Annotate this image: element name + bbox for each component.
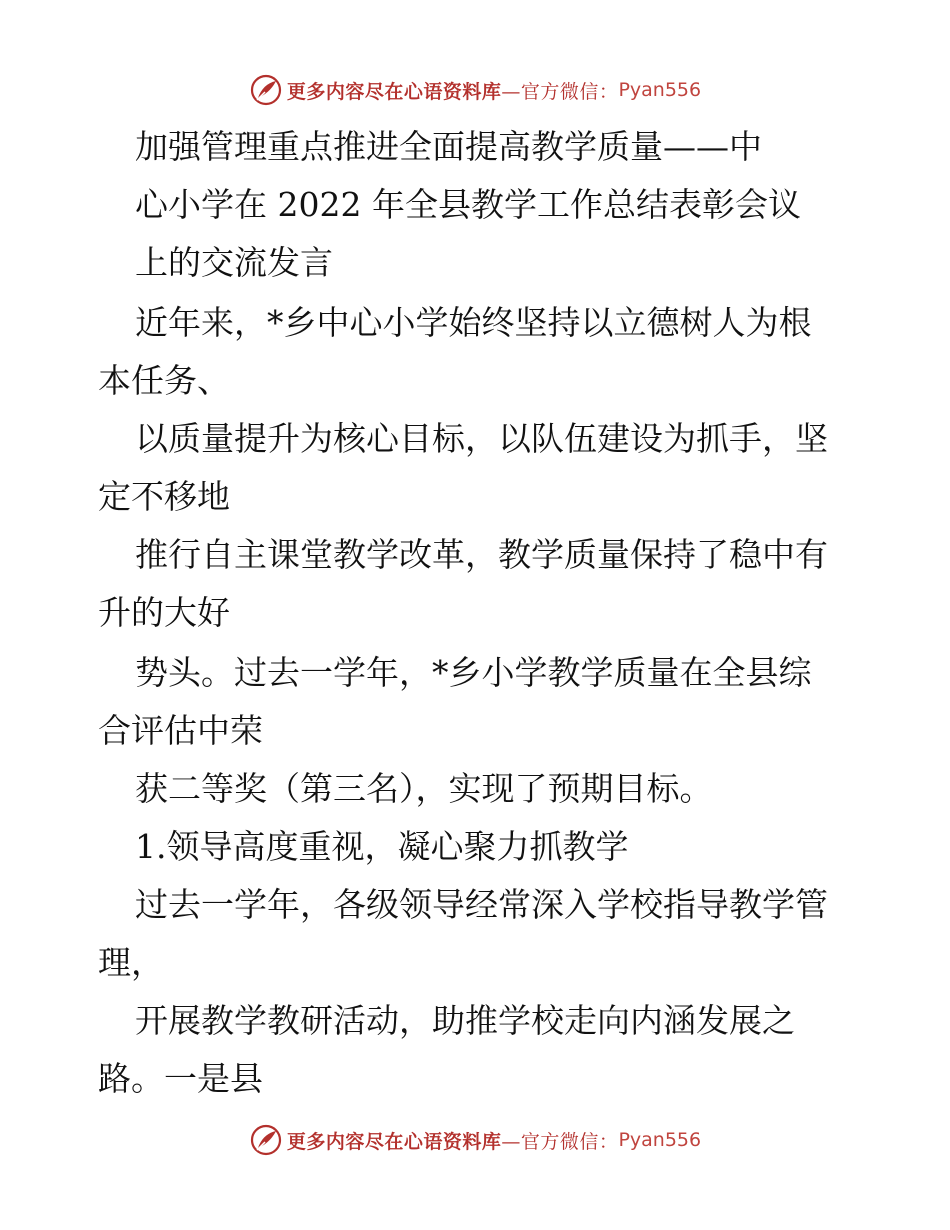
feather-pen-logo-icon — [249, 73, 283, 107]
header-banner — [0, 70, 950, 110]
banner-title: 更多内容尽在心语资料库 — [286, 1130, 502, 1153]
text-line: 开展教学教研活动，助推学校走向内涵发展之 — [135, 1001, 795, 1040]
text-line: 加强管理重点推进全面提高教学质量——中 — [135, 127, 762, 166]
text-line: 理， — [98, 943, 164, 982]
text-line: 获二等奖（第三名），实现了预期目标。 — [135, 769, 713, 808]
text-line: 上的交流发言 — [135, 243, 333, 282]
banner-wechat-label: —官方微信： — [501, 80, 619, 103]
feather-pen-logo-icon — [249, 1123, 283, 1157]
text-line: 本任务、 — [98, 361, 230, 400]
text-line: 近年来，*乡中心小学始终坚持以立德树人为根 — [135, 303, 812, 342]
banner-wechat-id: Pyan556 — [618, 1129, 702, 1151]
text-line: 推行自主课堂教学改革，教学质量保持了稳中有 — [135, 535, 828, 574]
footer-banner — [0, 1120, 950, 1160]
banner-wechat-id: Pyan556 — [618, 79, 702, 101]
text-line: 升的大好 — [98, 593, 230, 632]
text-line: 以质量提升为核心目标，以队伍建设为抓手，坚 — [135, 419, 828, 458]
text-line: 定不移地 — [98, 477, 230, 516]
banner-title: 更多内容尽在心语资料库 — [286, 80, 502, 103]
text-line: 合评估中荣 — [98, 711, 263, 750]
text-line: 路。一是县 — [98, 1059, 263, 1098]
banner-wechat-label: —官方微信： — [501, 1130, 619, 1153]
text-line: 心小学在 2022 年全县教学工作总结表彰会议 — [135, 185, 801, 224]
section-heading: 1.领导高度重视，凝心聚力抓教学 — [135, 827, 629, 866]
text-line: 势头。过去一学年，*乡小学教学质量在全县综 — [135, 653, 812, 692]
text-line: 过去一学年，各级领导经常深入学校指导教学管 — [135, 885, 828, 924]
